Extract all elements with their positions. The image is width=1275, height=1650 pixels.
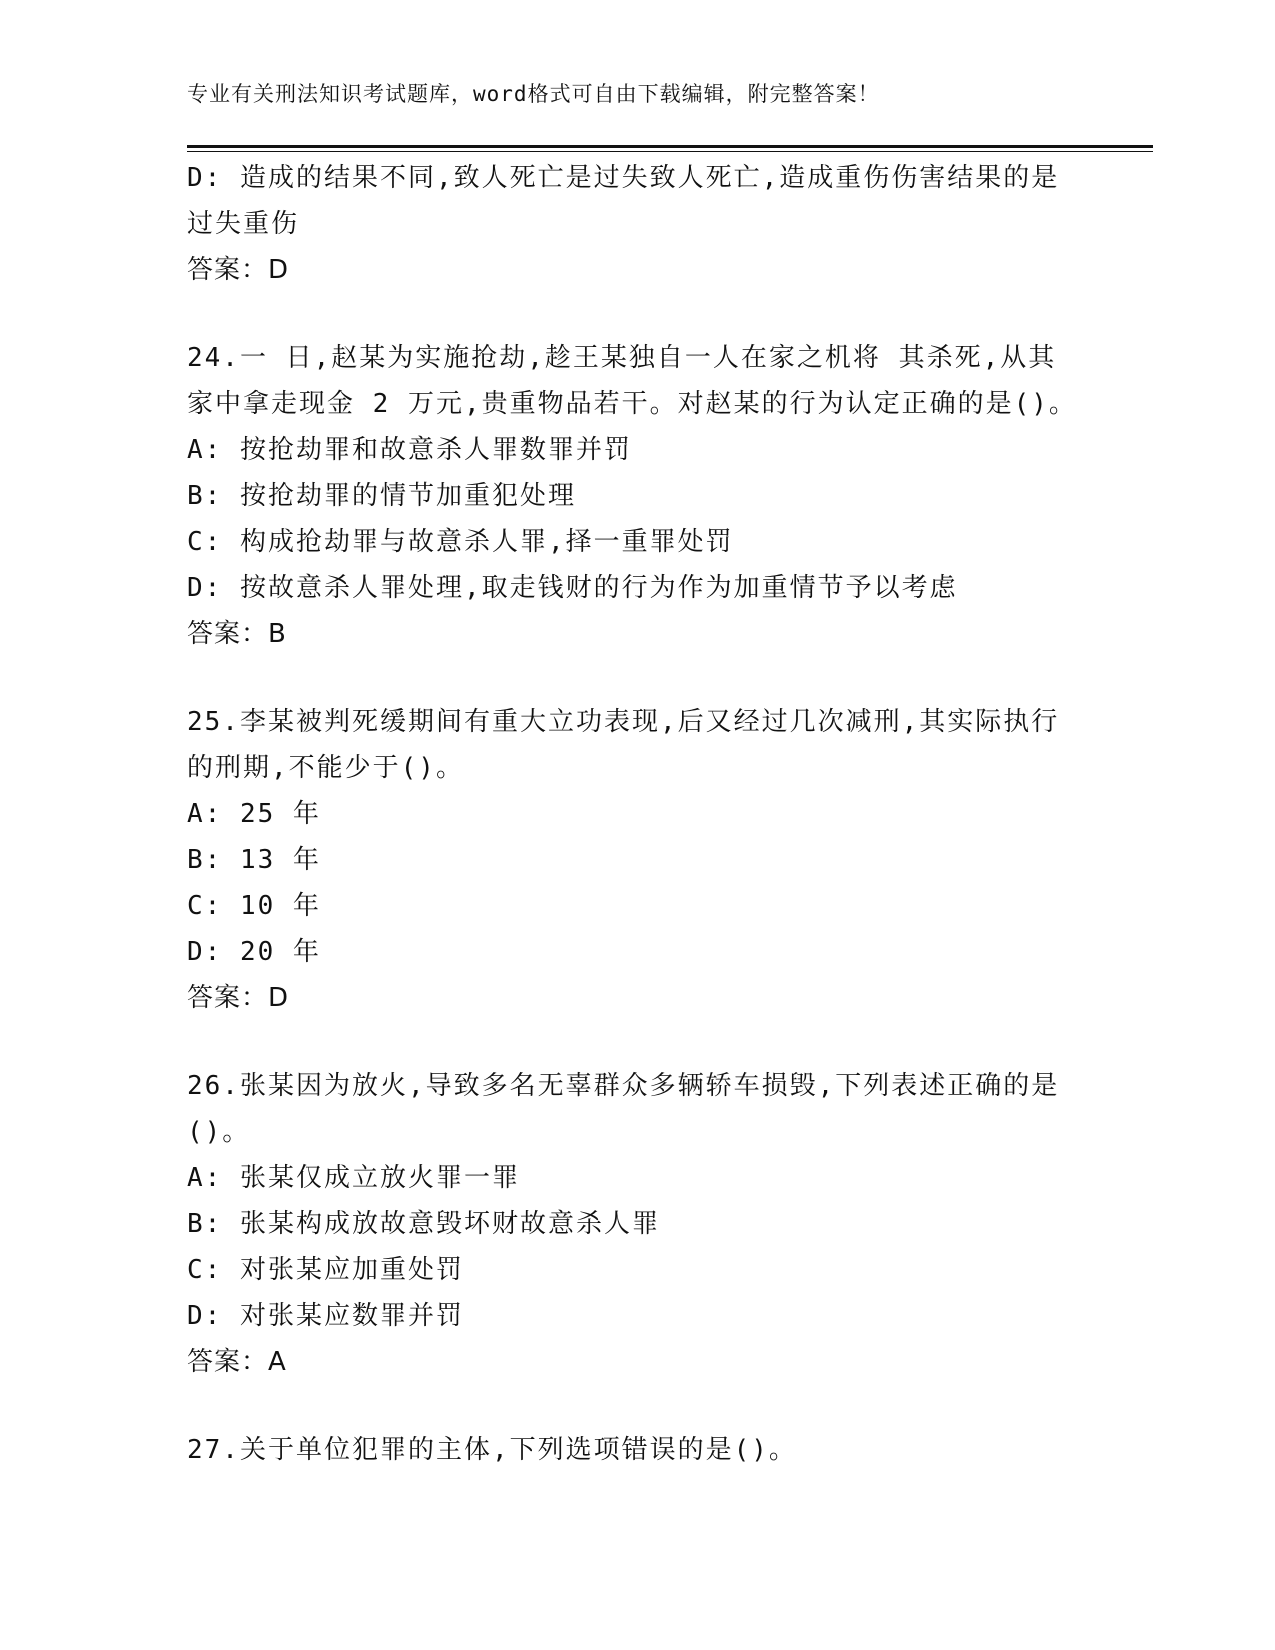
- option-b: B: 张某构成放故意毁坏财故意杀人罪: [187, 1209, 660, 1239]
- option-a: A: 25 年: [187, 799, 321, 829]
- question-block-23: [187, 155, 1087, 293]
- option-d: D: 20 年: [187, 937, 321, 967]
- option-a: A: 张某仅成立放火罪一罪: [187, 1163, 520, 1193]
- option-b: B: 13 年: [187, 845, 321, 875]
- option-a: A: 按抢劫罪和故意杀人罪数罪并罚: [187, 435, 632, 465]
- answer-line: 答案：D: [187, 255, 290, 285]
- answer-line: 答案：D: [187, 983, 290, 1013]
- option-d: D: 造成的结果不同,致人死亡是过失致人死亡,造成重伤伤害结果的是: [187, 163, 1060, 193]
- question-stem: 26.张某因为放火,导致多名无辜群众多辆轿车损毁,下列表述正确的是: [187, 1071, 1060, 1101]
- question-block-26: [187, 1063, 1087, 1385]
- option-c: C: 构成抢劫罪与故意杀人罪,择一重罪处罚: [187, 527, 734, 557]
- page-header: 专业有关刑法知识考试题库，word格式可自由下载编辑，附完整答案！: [187, 82, 880, 106]
- question-stem: 27.关于单位犯罪的主体,下列选项错误的是()。: [187, 1435, 797, 1465]
- question-stem-continued: 家中拿走现金 2 万元,贵重物品若干。对赵某的行为认定正确的是()。: [187, 389, 1077, 419]
- question-stem: 25.李某被判死缓期间有重大立功表现,后又经过几次减刑,其实际执行: [187, 707, 1060, 737]
- option-d: D: 对张某应数罪并罚: [187, 1301, 464, 1331]
- option-c: C: 10 年: [187, 891, 321, 921]
- answer-line: 答案：B: [187, 619, 287, 649]
- header-rule-thin: [187, 151, 1153, 152]
- answer-line: 答案：A: [187, 1347, 287, 1377]
- option-d: D: 按故意杀人罪处理,取走钱财的行为作为加重情节予以考虑: [187, 573, 958, 603]
- question-stem: 24.一 日,赵某为实施抢劫,趁王某独自一人在家之机将 其杀死,从其: [187, 343, 1057, 373]
- question-stem-continued: 的刑期,不能少于()。: [187, 753, 464, 783]
- question-block-24: [187, 335, 1087, 657]
- option-c: C: 对张某应加重处罚: [187, 1255, 464, 1285]
- question-list: [187, 155, 1087, 1473]
- option-b: B: 按抢劫罪的情节加重犯处理: [187, 481, 576, 511]
- question-stem-continued: ()。: [187, 1117, 251, 1147]
- header-rule-thick: [187, 145, 1153, 148]
- question-block-27: [187, 1427, 1087, 1473]
- question-block-25: [187, 699, 1087, 1021]
- option-d-continued: 过失重伤: [187, 209, 300, 239]
